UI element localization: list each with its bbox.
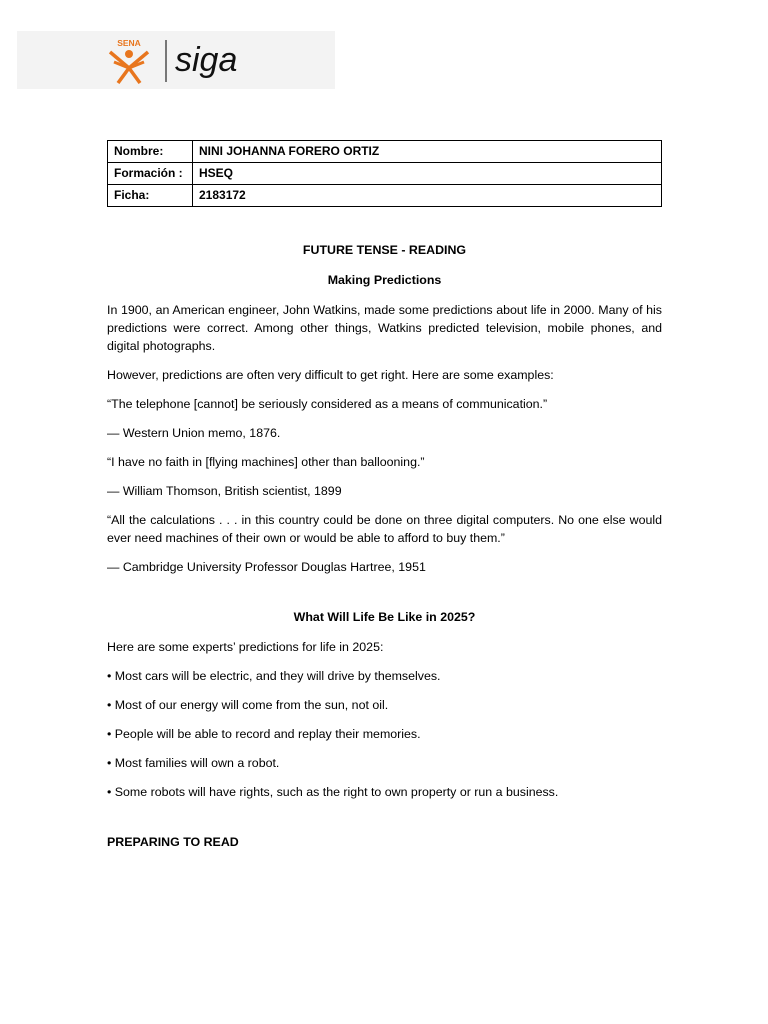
logo-divider (165, 40, 167, 82)
list-item: • Most cars will be electric, and they will drive by themselves. (107, 669, 441, 683)
document-body (107, 241, 662, 862)
training-label: Formación : (108, 163, 193, 185)
ficha-value: 2183172 (193, 185, 662, 207)
name-value: NINI JOHANNA FORERO ORTIZ (193, 141, 662, 163)
name-label: Nombre: (108, 141, 193, 163)
table-row (108, 141, 662, 163)
sena-logo-text: SENA (117, 38, 141, 48)
intro-paragraph: In 1900, an American engineer, John Watkins, made some predictions about life in 2000. Many of his predictions were correct. Among other things, Watkins predicted television, mobile phones, and digital photographs. (107, 303, 662, 353)
section3-title: PREPARING TO READ (107, 835, 239, 849)
quote-2-source: — William Thomson, British scientist, 1899 (107, 484, 342, 498)
quote-2: “I have no faith in [flying machines] other than ballooning.” (107, 455, 425, 469)
table-row (108, 185, 662, 207)
list-item: • Most of our energy will come from the sun, not oil. (107, 698, 389, 712)
document-title: FUTURE TENSE - READING (302, 243, 467, 257)
list-item: • Most families will own a robot. (107, 756, 280, 770)
section2-title: What Will Life Be Like in 2025? (293, 610, 476, 624)
sena-logo-icon (104, 38, 154, 84)
list-item: • People will be able to record and replay their memories. (107, 727, 421, 741)
list-item: • Some robots will have rights, such as the right to own property or run a business. (107, 785, 559, 799)
siga-logo-icon (173, 37, 253, 85)
student-info-table (107, 140, 662, 207)
training-value: HSEQ (193, 163, 662, 185)
quote-3-source: — Cambridge University Professor Douglas Hartree, 1951 (107, 560, 426, 574)
quote-3: “All the calculations . . . in this country could be done on three digital computers. No one else would ever need machines of their own or would be able to afford to buy them.” (107, 513, 662, 545)
quote-1-source: — Western Union memo, 1876. (107, 426, 281, 440)
document-subtitle: Making Predictions (327, 273, 442, 287)
ficha-label: Ficha: (108, 185, 193, 207)
section2-intro: Here are some experts’ predictions for life in 2025: (107, 640, 384, 654)
table-row (108, 163, 662, 185)
quote-1: “The telephone [cannot] be seriously considered as a means of communication.” (107, 397, 548, 411)
siga-logo-text: siga (175, 41, 238, 79)
however-paragraph: However, predictions are often very difficult to get right. Here are some examples: (107, 368, 554, 382)
